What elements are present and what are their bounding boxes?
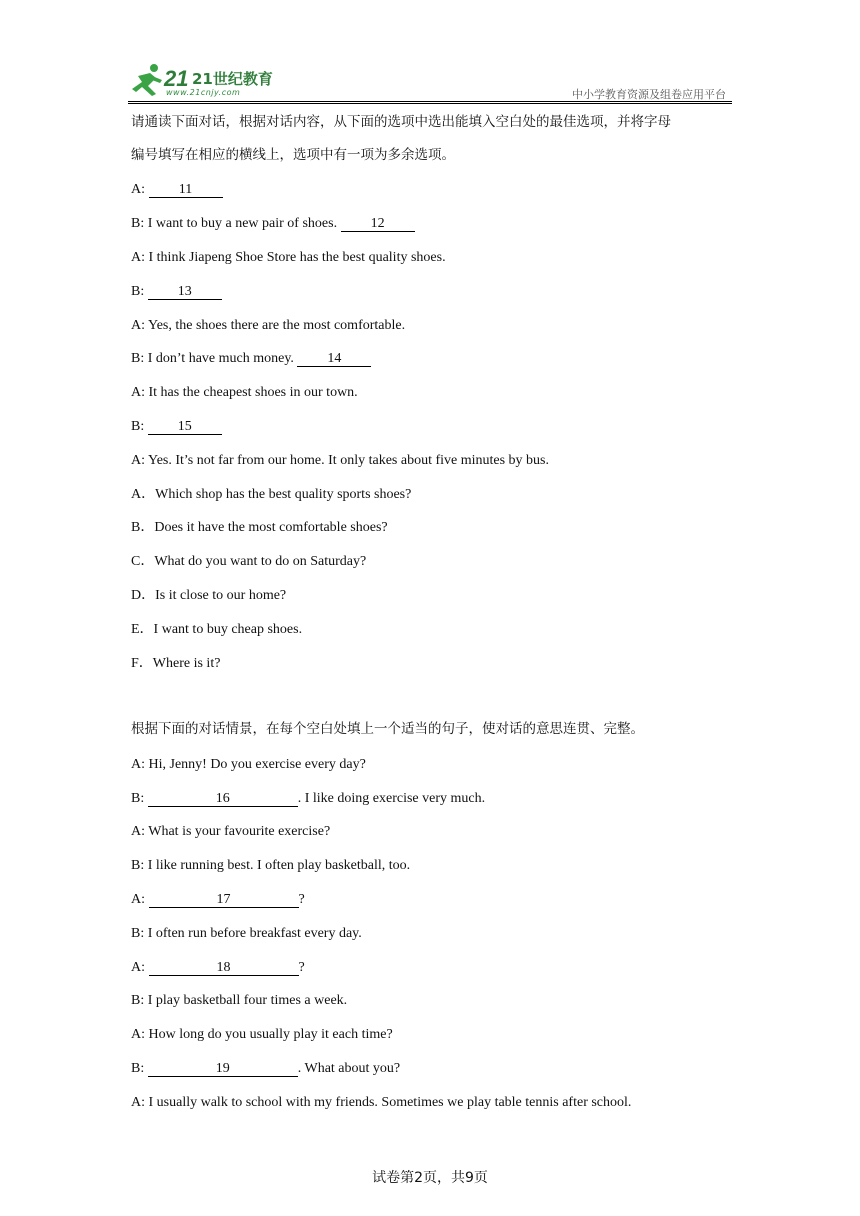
dialogue-line: A: What is your favourite exercise? [131,824,331,839]
svg-text:21: 21 [164,66,189,91]
answer-blank: 11 [149,183,223,198]
dialogue-line: B: I play basketball four times a week. [131,993,348,1008]
answer-blank: 19 [148,1062,298,1077]
dialogue-line: B: I don’t have much money. 14 [131,350,371,368]
option-b: B．Does it have the most comfortable shoes? [131,520,388,535]
dialogue-line: B: 15 [131,418,222,436]
header-rule-thin [128,103,732,104]
section2-instruction: 根据下面的对话情景，在每个空白处填上一个适当的句子，使对话的意思连贯、完整。 [131,721,644,737]
logo-url: www.21cnjy.com [166,88,241,97]
page-footer: 试卷第2页，共9页 [372,1170,488,1186]
dialogue-line: A: Yes, the shoes there are the most comfortable. [131,318,406,333]
header-rule [128,101,732,102]
dialogue-line: A: It has the cheapest shoes in our town. [131,385,358,400]
dialogue-line: B: 16 . I like doing exercise very much. [131,791,486,806]
dialogue-line: A: 11 [131,181,223,199]
header-tagline: 中小学教育资源及组卷应用平台 [572,88,726,101]
section1-instruction-line1: 请通读下面对话，根据对话内容，从下面的选项中选出能填入空白处的最佳选项，并将字母 [131,114,671,130]
dialogue-line: A: How long do you usually play it each time? [131,1027,393,1042]
dialogue-line: A: Hi, Jenny! Do you exercise every day? [131,757,366,772]
dialogue-line: A: I think Jiapeng Shoe Store has the best quality shoes. [131,250,446,265]
option-f: F．Where is it? [131,656,221,671]
option-d: D．Is it close to our home? [131,588,287,603]
dialogue-line: B: 13 [131,283,222,301]
dialogue-line: A: 18 ? [131,960,305,975]
answer-blank: 18 [149,961,299,976]
page-header [128,62,732,104]
answer-blank: 16 [148,792,298,807]
section1-instruction-line2: 编号填写在相应的横线上，选项中有一项为多余选项。 [131,147,455,163]
dialogue-line: B: I like running best. I often play basketball, too. [131,858,411,873]
option-c: C．What do you want to do on Saturday? [131,554,367,569]
option-e: E．I want to buy cheap shoes. [131,622,303,637]
site-logo [128,62,278,102]
answer-blank: 13 [148,285,222,300]
dialogue-line: B: 19 . What about you? [131,1061,401,1076]
answer-blank: 17 [149,893,299,908]
dialogue-line: A: Yes. It’s not far from our home. It only takes about five minutes by bus. [131,453,550,468]
answer-blank: 15 [148,420,222,435]
dialogue-line: B: I often run before breakfast every day. [131,926,362,941]
option-a: A．Which shop has the best quality sports shoes? [131,487,412,502]
logo-text: 21世纪教育 [192,70,273,88]
dialogue-line: B: I want to buy a new pair of shoes. 12 [131,215,415,233]
dialogue-line: A: I usually walk to school with my friends. Sometimes we play table tennis after school. [131,1095,632,1110]
dialogue-line: A: 17 ? [131,892,305,907]
answer-blank: 12 [341,217,415,232]
answer-blank: 14 [297,352,371,367]
